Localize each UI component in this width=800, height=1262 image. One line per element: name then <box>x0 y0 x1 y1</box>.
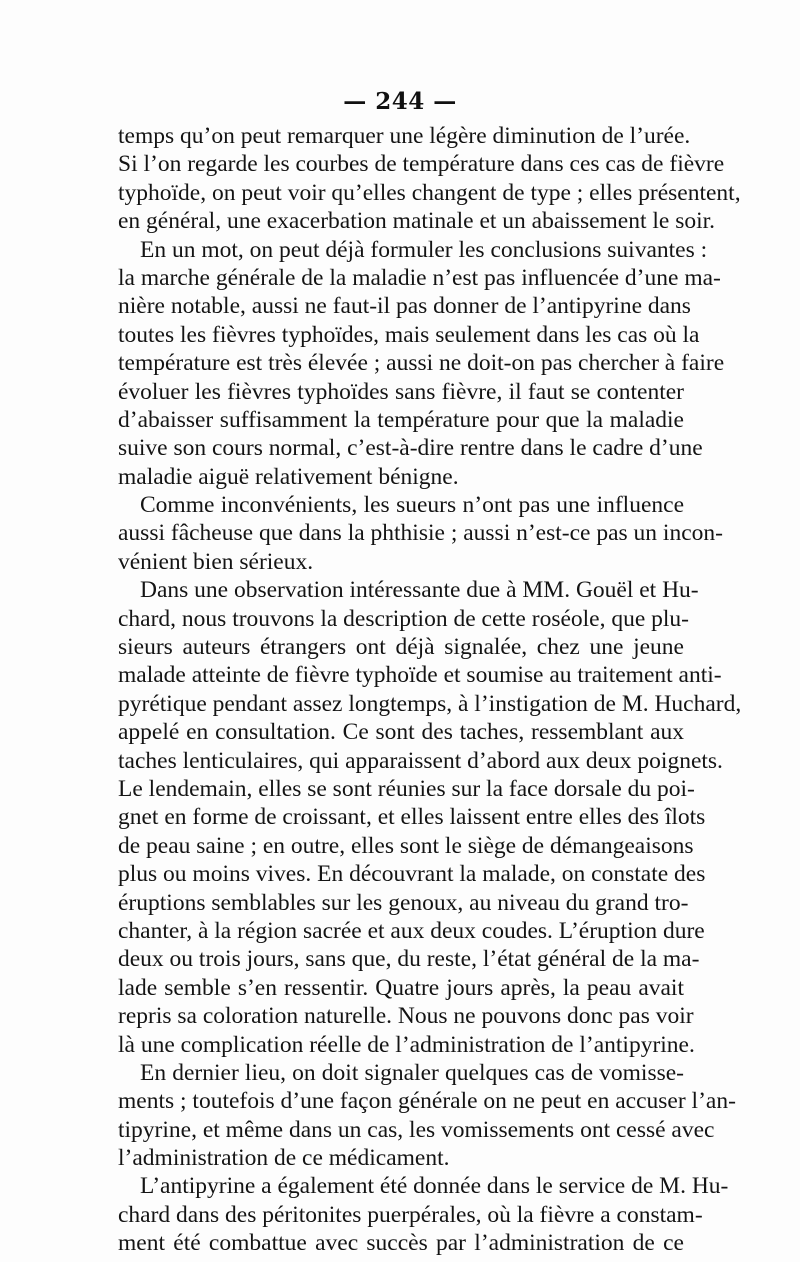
text-line: ments ; toutefois d’une façon générale on ne peut en accuser l’an- <box>118 1088 736 1115</box>
text-line: suive son cours normal, c’est-à-dire rentre dans le cadre d’une <box>118 435 703 462</box>
text-line: évoluer les fièvres typhoïdes sans fièvre, il faut se contenter <box>118 378 684 405</box>
text-line: l’administration de ce médicament. <box>118 1145 450 1172</box>
text-line: malade atteinte de fièvre typhoïde et soumise au traitement anti- <box>118 662 722 689</box>
text-line: ment été combattue avec succès par l’administration de ce <box>118 1230 684 1257</box>
text-line: taches lenticulaires, qui apparaissent d’abord aux deux poignets. <box>118 747 723 774</box>
text-line: sieurs auteurs étrangers ont déjà signalée, chez une jeune <box>118 634 684 661</box>
text-line: la marche générale de la maladie n’est pas influencée d’une ma- <box>118 264 721 291</box>
text-line: L’antipyrine a également été donnée dans le service de M. Hu- <box>140 1173 729 1200</box>
text-line: aussi fâcheuse que dans la phthisie ; aussi n’est-ce pas un incon- <box>118 520 723 547</box>
text-line: deux ou trois jours, sans que, du reste, l’état général de la ma- <box>118 946 700 973</box>
body-text <box>118 122 742 1258</box>
text-line: tipyrine, et même dans un cas, les vomissements ont cessé avec <box>118 1116 715 1143</box>
text-line: Comme inconvénients, les sueurs n’ont pas une influence <box>140 492 684 519</box>
text-line: chard dans des péritonites puerpérales, où la fièvre a constam- <box>118 1201 703 1228</box>
text-line: Dans une observation intéressante due à MM. Gouël et Hu- <box>140 577 699 604</box>
text-line: d’abaisser suffisamment la température pour que la maladie <box>118 406 684 433</box>
text-line: nière notable, aussi ne faut-il pas donner de l’antipyrine dans <box>118 293 691 320</box>
text-line: maladie aiguë relativement bénigne. <box>118 463 459 490</box>
text-line: en général, une exacerbation matinale et un abaissement le soir. <box>118 208 716 235</box>
text-line: plus ou moins vives. En découvrant la malade, on constate des <box>118 861 706 888</box>
text-line: vénient bien sérieux. <box>118 548 314 575</box>
text-line: repris sa coloration naturelle. Nous ne pouvons donc pas voir <box>118 1003 694 1030</box>
text-line: là une complication réelle de l’administration de l’antipyrine. <box>118 1031 695 1058</box>
text-line: température est très élevée ; aussi ne doit-on pas chercher à faire <box>118 350 725 377</box>
text-line: pyrétique pendant assez longtemps, à l’instigation de M. Huchard, <box>118 690 742 717</box>
text-line: éruptions semblables sur les genoux, au niveau du grand tro- <box>118 889 689 916</box>
text-line: de peau saine ; en outre, elles sont le siège de démangeaisons <box>118 832 694 859</box>
text-line: chard, nous trouvons la description de cette roséole, que plu- <box>118 605 690 632</box>
text-line: En un mot, on peut déjà formuler les conclusions suivantes : <box>140 236 708 263</box>
text-line: chanter, à la région sacrée et aux deux coudes. L’éruption dure <box>118 917 705 944</box>
text-line: En dernier lieu, on doit signaler quelques cas de vomisse- <box>140 1059 684 1086</box>
text-line: typhoïde, on peut voir qu’elles changent de type ; elles présentent, <box>118 179 741 206</box>
text-line: toutes les fièvres typhoïdes, mais seulement dans les cas où la <box>118 321 700 348</box>
text-line: temps qu’on peut remarquer une légère diminution de l’urée. <box>118 123 691 149</box>
page-number: — 244 — <box>343 88 457 115</box>
text-line: gnet en forme de croissant, et elles laissent entre elles des îlots <box>118 804 706 831</box>
text-line: appelé en consultation. Ce sont des taches, ressemblant aux <box>118 719 684 746</box>
text-line: lade semble s’en ressentir. Quatre jours après, la peau avait <box>118 974 684 1001</box>
text-line: Si l’on regarde les courbes de température dans ces cas de fièvre <box>118 151 725 178</box>
text-line: Le lendemain, elles se sont réunies sur la face dorsale du poi- <box>118 775 695 802</box>
